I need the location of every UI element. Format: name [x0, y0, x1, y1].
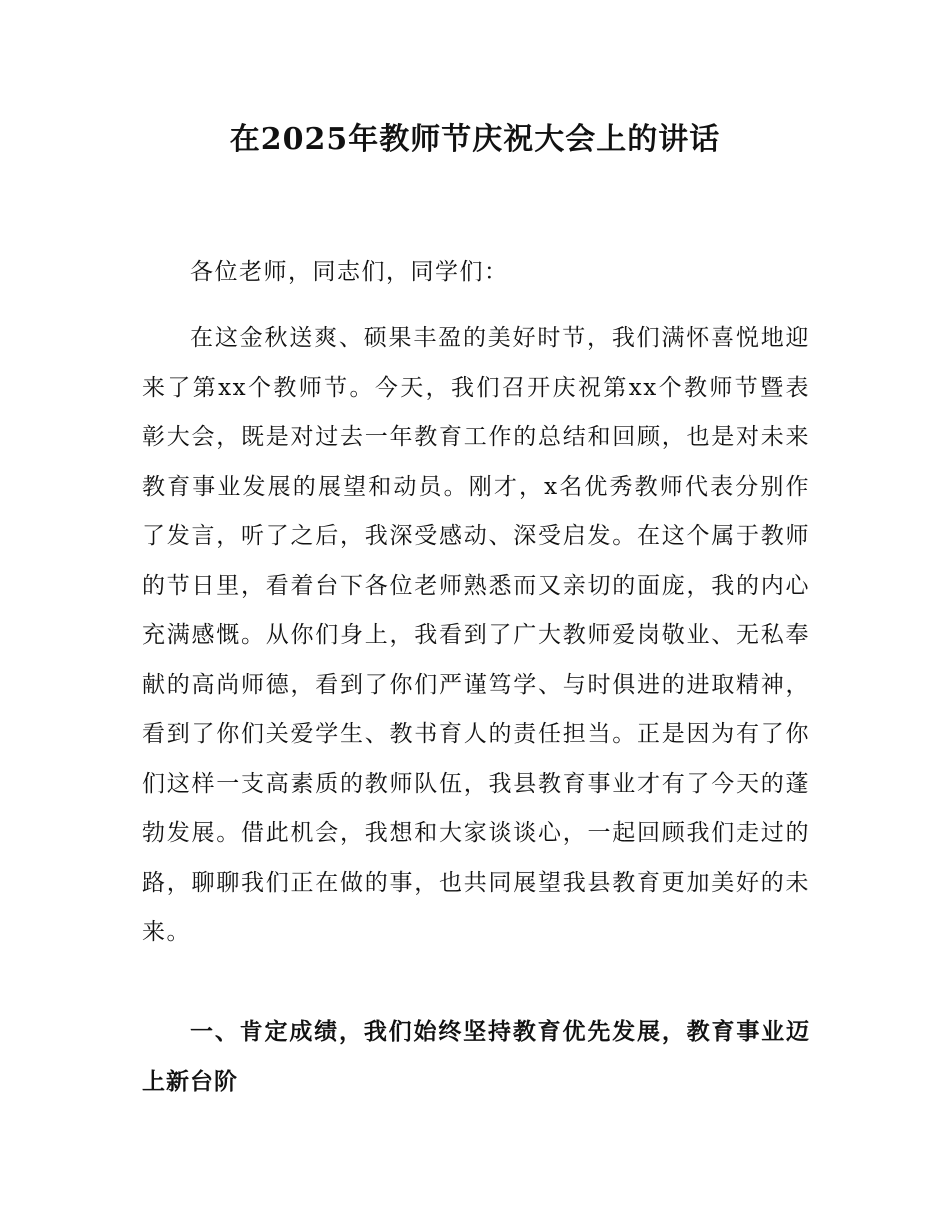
- body-paragraph: 在这金秋送爽、硕果丰盈的美好时节，我们满怀喜悦地迎来了第xx个教师节。今天，我们召开庆祝第xx个教师节暨表彰大会，既是对过去一年教育工作的总结和回顾，也是对未来教育事业发展的展望和动员。刚才，x名优秀教师代表分别作了发言，听了之后，我深受感动、深受启发。在这个属于教师的节日里，看着台下各位老师熟悉而又亲切的面庞，我的内心充满感慨。从你们身上，我看到了广大教师爱岗敬业、无私奉献的高尚师德，看到了你们严谨笃学、与时俱进的进取精神，看到了你们关爱学生、教书育人的责任担当。正是因为有了你们这样一支高素质的教师队伍，我县教育事业才有了今天的蓬勃发展。借此机会，我想和大家谈谈心，一起回顾我们走过的路，聊聊我们正在做的事，也共同展望我县教育更加美好的未来。: [142, 325, 810, 945]
- salutation: 各位老师，同志们，同学们：: [190, 259, 509, 285]
- document-title: 在2025年教师节庆祝大会上的讲话: [229, 122, 721, 157]
- section-heading: 一、肯定成绩，我们始终坚持教育优先发展，教育事业迈上新台阶: [142, 1019, 810, 1095]
